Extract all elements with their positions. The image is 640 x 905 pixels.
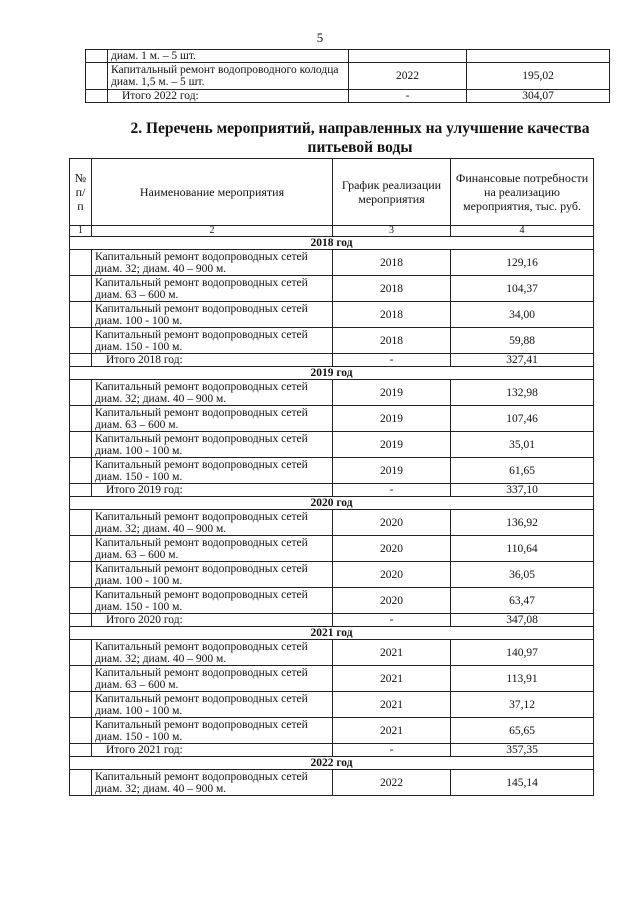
row-number-cell xyxy=(70,744,92,757)
column-number: 3 xyxy=(333,226,451,237)
row-number-cell xyxy=(70,484,92,497)
table-row xyxy=(70,458,594,484)
year-cell: 2018 xyxy=(333,276,451,302)
year-cell: 2020 xyxy=(333,588,451,614)
section-title: 2. Перечень мероприятий, направленных на улучшение качества питьевой воды xyxy=(130,120,590,156)
cost-cell: 145,14 xyxy=(451,770,594,796)
row-number-cell xyxy=(70,276,92,302)
year-cell: 2019 xyxy=(333,458,451,484)
cost-cell: 61,65 xyxy=(451,458,594,484)
table-row xyxy=(70,692,594,718)
row-number-cell xyxy=(70,588,92,614)
year-group-label: 2020 год xyxy=(70,497,594,510)
measure-name-cell: Капитальный ремонт водопроводных сетей диам. 63 – 600 м. xyxy=(92,536,333,562)
measures-table xyxy=(69,158,594,796)
table-row xyxy=(70,302,594,328)
year-cell: 2019 xyxy=(333,406,451,432)
row-number-cell xyxy=(70,250,92,276)
total-label: Итого 2018 год: xyxy=(92,354,333,367)
year-cell: 2021 xyxy=(333,692,451,718)
total-cost-cell: 357,35 xyxy=(451,744,594,757)
table-row xyxy=(70,276,594,302)
measure-name-cell: Капитальный ремонт водопроводных сетей диам. 32; диам. 40 – 900 м. xyxy=(92,770,333,796)
measure-name-cell: Капитальный ремонт водопроводных сетей диам. 100 - 100 м. xyxy=(92,692,333,718)
measure-name-cell: Капитальный ремонт водопроводных сетей диам. 150 - 100 м. xyxy=(92,718,333,744)
cost-cell xyxy=(467,50,610,63)
year-cell: 2021 xyxy=(333,666,451,692)
row-number-cell xyxy=(70,718,92,744)
cost-cell: 59,88 xyxy=(451,328,594,354)
year-group-row xyxy=(70,367,594,380)
table-row xyxy=(70,770,594,796)
table-row xyxy=(70,718,594,744)
year-cell: 2020 xyxy=(333,510,451,536)
row-number-cell xyxy=(70,692,92,718)
cost-cell: 65,65 xyxy=(451,718,594,744)
cost-cell: 36,05 xyxy=(451,562,594,588)
header-schedule: График реализации мероприятия xyxy=(333,159,451,226)
row-number-cell xyxy=(86,90,108,103)
table-row xyxy=(70,562,594,588)
total-row xyxy=(70,744,594,757)
year-cell: 2018 xyxy=(333,328,451,354)
table-row xyxy=(70,666,594,692)
row-number-cell xyxy=(70,614,92,627)
measure-name-cell: Капитальный ремонт водопроводных сетей диам. 150 - 100 м. xyxy=(92,328,333,354)
header-number: № п/п xyxy=(70,159,92,226)
measure-name-cell: Капитальный ремонт водопроводных сетей диам. 32; диам. 40 – 900 м. xyxy=(92,250,333,276)
row-number-cell xyxy=(70,640,92,666)
total-row xyxy=(70,614,594,627)
row-number-cell xyxy=(70,562,92,588)
measure-name-cell: Капитальный ремонт водопроводного колодца диам. 1,5 м. – 5 шт. xyxy=(108,63,349,90)
total-cost-cell: 347,08 xyxy=(451,614,594,627)
measure-name-cell: Капитальный ремонт водопроводных сетей диам. 150 - 100 м. xyxy=(92,588,333,614)
year-cell: 2021 xyxy=(333,718,451,744)
measure-name-cell: Капитальный ремонт водопроводных сетей диам. 150 - 100 м. xyxy=(92,458,333,484)
total-year-cell: - xyxy=(333,484,451,497)
year-group-row xyxy=(70,237,594,250)
total-year-cell: - xyxy=(333,354,451,367)
table-row xyxy=(70,250,594,276)
table-row xyxy=(70,510,594,536)
cost-cell: 37,12 xyxy=(451,692,594,718)
table-header-row xyxy=(70,159,594,226)
total-cost-cell: 327,41 xyxy=(451,354,594,367)
year-cell: 2020 xyxy=(333,536,451,562)
year-cell: 2022 xyxy=(349,63,467,90)
row-number-cell xyxy=(70,770,92,796)
row-number-cell xyxy=(70,354,92,367)
measure-name-cell: Капитальный ремонт водопроводных сетей диам. 100 - 100 м. xyxy=(92,302,333,328)
row-number-cell xyxy=(70,432,92,458)
measure-name-cell: Капитальный ремонт водопроводных сетей диам. 63 – 600 м. xyxy=(92,406,333,432)
total-row xyxy=(70,484,594,497)
measure-name-cell: диам. 1 м. – 5 шт. xyxy=(108,50,349,63)
total-year-cell: - xyxy=(349,90,467,103)
total-row xyxy=(70,354,594,367)
year-group-label: 2021 год xyxy=(70,627,594,640)
total-label: Итого 2022 год: xyxy=(108,90,349,103)
year-group-label: 2022 год xyxy=(70,757,594,770)
table-row xyxy=(70,432,594,458)
row-number-cell xyxy=(70,458,92,484)
measure-name-cell: Капитальный ремонт водопроводных сетей диам. 32; диам. 40 – 900 м. xyxy=(92,510,333,536)
year-cell: 2019 xyxy=(333,432,451,458)
table-row xyxy=(70,536,594,562)
year-cell: 2021 xyxy=(333,640,451,666)
table-row xyxy=(86,63,610,90)
table-row xyxy=(70,406,594,432)
cost-cell: 113,91 xyxy=(451,666,594,692)
total-label: Итого 2019 год: xyxy=(92,484,333,497)
row-number-cell xyxy=(86,50,108,63)
page-number: 5 xyxy=(316,30,324,45)
cost-cell: 140,97 xyxy=(451,640,594,666)
row-number-cell xyxy=(70,302,92,328)
table-row xyxy=(70,380,594,406)
cost-cell: 107,46 xyxy=(451,406,594,432)
cost-cell: 110,64 xyxy=(451,536,594,562)
row-number-cell xyxy=(70,510,92,536)
row-number-cell xyxy=(70,666,92,692)
year-cell: 2019 xyxy=(333,380,451,406)
row-number-cell xyxy=(70,536,92,562)
year-cell: 2018 xyxy=(333,250,451,276)
year-group-row xyxy=(70,497,594,510)
header-finance: Финансовые потребности на реализацию мероприятия, тыс. руб. xyxy=(451,159,594,226)
year-cell: 2018 xyxy=(333,302,451,328)
cost-cell: 63,47 xyxy=(451,588,594,614)
measure-name-cell: Капитальный ремонт водопроводных сетей диам. 63 – 600 м. xyxy=(92,276,333,302)
cost-cell: 34,00 xyxy=(451,302,594,328)
column-number: 4 xyxy=(451,226,594,237)
cost-cell: 35,01 xyxy=(451,432,594,458)
header-name: Наименование мероприятия xyxy=(92,159,333,226)
column-number-row xyxy=(70,226,594,237)
measure-name-cell: Капитальный ремонт водопроводных сетей диам. 63 – 600 м. xyxy=(92,666,333,692)
year-group-row xyxy=(70,757,594,770)
total-label: Итого 2020 год: xyxy=(92,614,333,627)
total-row xyxy=(86,90,610,103)
continuation-table xyxy=(85,49,610,103)
year-cell: 2022 xyxy=(333,770,451,796)
column-number: 2 xyxy=(92,226,333,237)
measure-name-cell: Капитальный ремонт водопроводных сетей диам. 32; диам. 40 – 900 м. xyxy=(92,380,333,406)
cost-cell: 136,92 xyxy=(451,510,594,536)
row-number-cell xyxy=(86,63,108,90)
table-row xyxy=(70,328,594,354)
row-number-cell xyxy=(70,328,92,354)
row-number-cell xyxy=(70,406,92,432)
year-cell: 2020 xyxy=(333,562,451,588)
total-cost-cell: 337,10 xyxy=(451,484,594,497)
measure-name-cell: Капитальный ремонт водопроводных сетей диам. 100 - 100 м. xyxy=(92,432,333,458)
total-year-cell: - xyxy=(333,614,451,627)
year-cell xyxy=(349,50,467,63)
cost-cell: 104,37 xyxy=(451,276,594,302)
total-cost-cell: 304,07 xyxy=(467,90,610,103)
cost-cell: 129,16 xyxy=(451,250,594,276)
row-number-cell xyxy=(70,380,92,406)
table-row xyxy=(70,640,594,666)
measure-name-cell: Капитальный ремонт водопроводных сетей диам. 32; диам. 40 – 900 м. xyxy=(92,640,333,666)
year-group-label: 2019 год xyxy=(70,367,594,380)
column-number: 1 xyxy=(70,226,92,237)
year-group-label: 2018 год xyxy=(70,237,594,250)
year-group-row xyxy=(70,627,594,640)
cost-cell: 132,98 xyxy=(451,380,594,406)
total-label: Итого 2021 год: xyxy=(92,744,333,757)
table-row xyxy=(86,50,610,63)
measure-name-cell: Капитальный ремонт водопроводных сетей диам. 100 - 100 м. xyxy=(92,562,333,588)
total-year-cell: - xyxy=(333,744,451,757)
cost-cell: 195,02 xyxy=(467,63,610,90)
table-row xyxy=(70,588,594,614)
